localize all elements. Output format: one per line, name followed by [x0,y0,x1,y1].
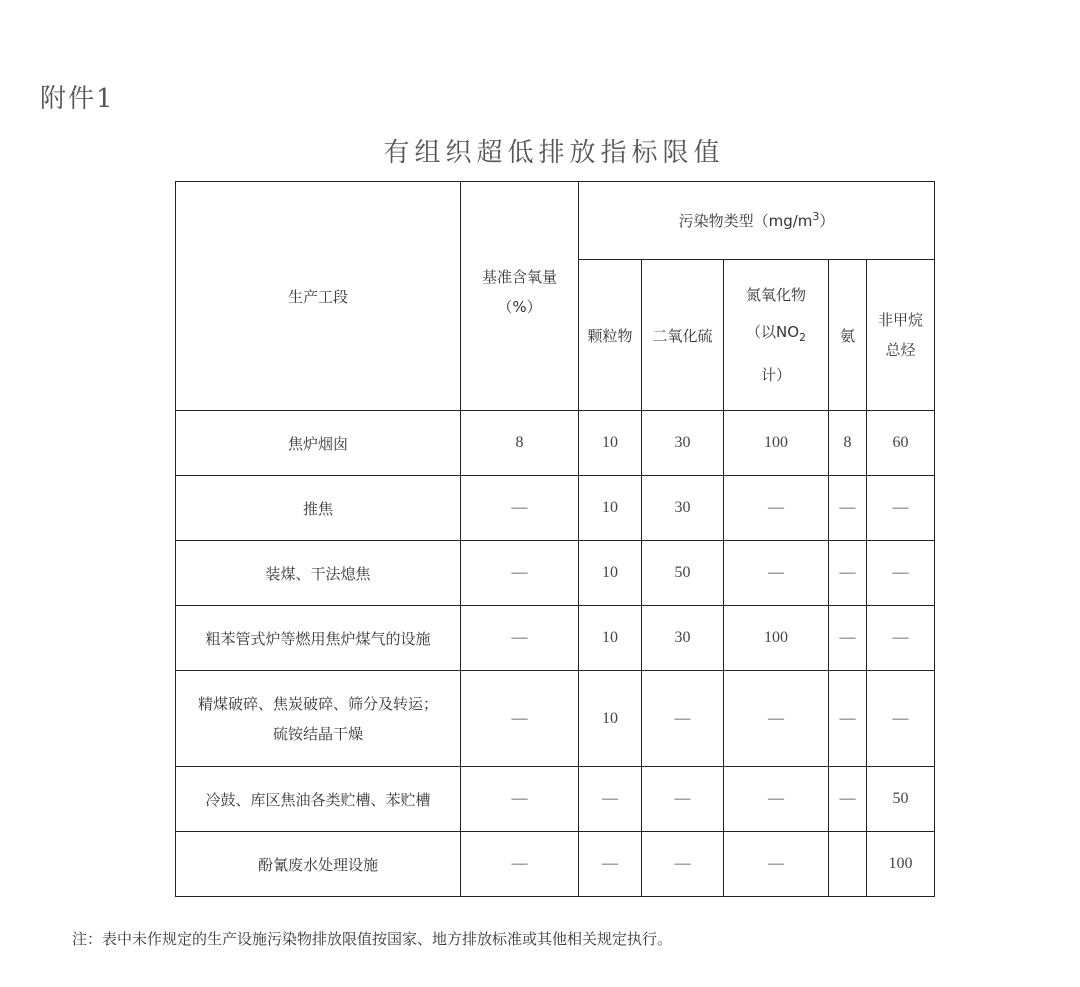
table-row [176,606,935,671]
header-nox: 氮氧化物 （以$NO_2$ 计） [724,260,829,411]
cell-nox: 100 [724,606,829,671]
table-note: 注：表中未作规定的生产设施污染物排放限值按国家、地方排放标准或其他相关规定执行。 [72,930,673,948]
cell-oxygen: — [461,541,579,606]
header-ammonia: 氨 [829,260,867,411]
emission-limits-table [175,181,935,897]
cell-nmhc: 60 [867,411,935,476]
cell-stage: 装煤、干法熄焦 [176,541,461,606]
cell-so2: 30 [642,606,724,671]
cell-oxygen: — [461,832,579,897]
table-row [176,832,935,897]
table-row [176,767,935,832]
table-row [176,411,935,476]
cell-stage: 酚氰废水处理设施 [176,832,461,897]
cell-ammonia: — [829,767,867,832]
header-pollutant-group: 污染物类型$(mg/m^3)$ [579,182,935,260]
cell-oxygen: — [461,476,579,541]
cell-stage: 精煤破碎、焦炭破碎、筛分及转运； 硫铵结晶干燥 [176,671,461,767]
cell-stage: 冷鼓、库区焦油各类贮槽、苯贮槽 [176,767,461,832]
header-nmhc: 非甲烷 总烃 [867,260,935,411]
cell-so2: 30 [642,411,724,476]
cell-particulate: 10 [579,671,642,767]
cell-ammonia: — [829,671,867,767]
cell-nmhc: 50 [867,767,935,832]
cell-nmhc: — [867,671,935,767]
cell-so2: 50 [642,541,724,606]
header-stage: 生产工段 [176,182,461,411]
attachment-label: 附件1 [40,84,115,114]
cell-nmhc: — [867,476,935,541]
cell-so2: 30 [642,476,724,541]
cell-particulate: 10 [579,411,642,476]
table-row [176,541,935,606]
cell-particulate: — [579,832,642,897]
cell-so2: — [642,832,724,897]
document-title: 有组织超低排放指标限值 [383,138,725,168]
cell-ammonia: — [829,476,867,541]
table-row [176,476,935,541]
table-row [176,671,935,767]
header-so2: 二氧化硫 [642,260,724,411]
cell-ammonia: — [829,541,867,606]
cell-stage: 粗苯管式炉等燃用焦炉煤气的设施 [176,606,461,671]
cell-ammonia: 8 [829,411,867,476]
header-row-1 [176,182,935,260]
cell-oxygen: — [461,606,579,671]
cell-nox: — [724,832,829,897]
cell-oxygen: — [461,671,579,767]
cell-nox: — [724,541,829,606]
cell-particulate: 10 [579,606,642,671]
cell-nox: — [724,671,829,767]
cell-ammonia [829,832,867,897]
cell-oxygen: — [461,767,579,832]
cell-nmhc: 100 [867,832,935,897]
cell-nox: 100 [724,411,829,476]
cell-nox: — [724,767,829,832]
header-particulate: 颗粒物 [579,260,642,411]
cell-ammonia: — [829,606,867,671]
header-oxygen: 基准含氧量 （%） [461,182,579,411]
cell-particulate: — [579,767,642,832]
cell-nmhc: — [867,541,935,606]
cell-nmhc: — [867,606,935,671]
cell-stage: 焦炉烟囱 [176,411,461,476]
cell-particulate: 10 [579,541,642,606]
cell-stage: 推焦 [176,476,461,541]
cell-so2: — [642,767,724,832]
cell-particulate: 10 [579,476,642,541]
cell-nox: — [724,476,829,541]
cell-so2: — [642,671,724,767]
cell-oxygen: 8 [461,411,579,476]
